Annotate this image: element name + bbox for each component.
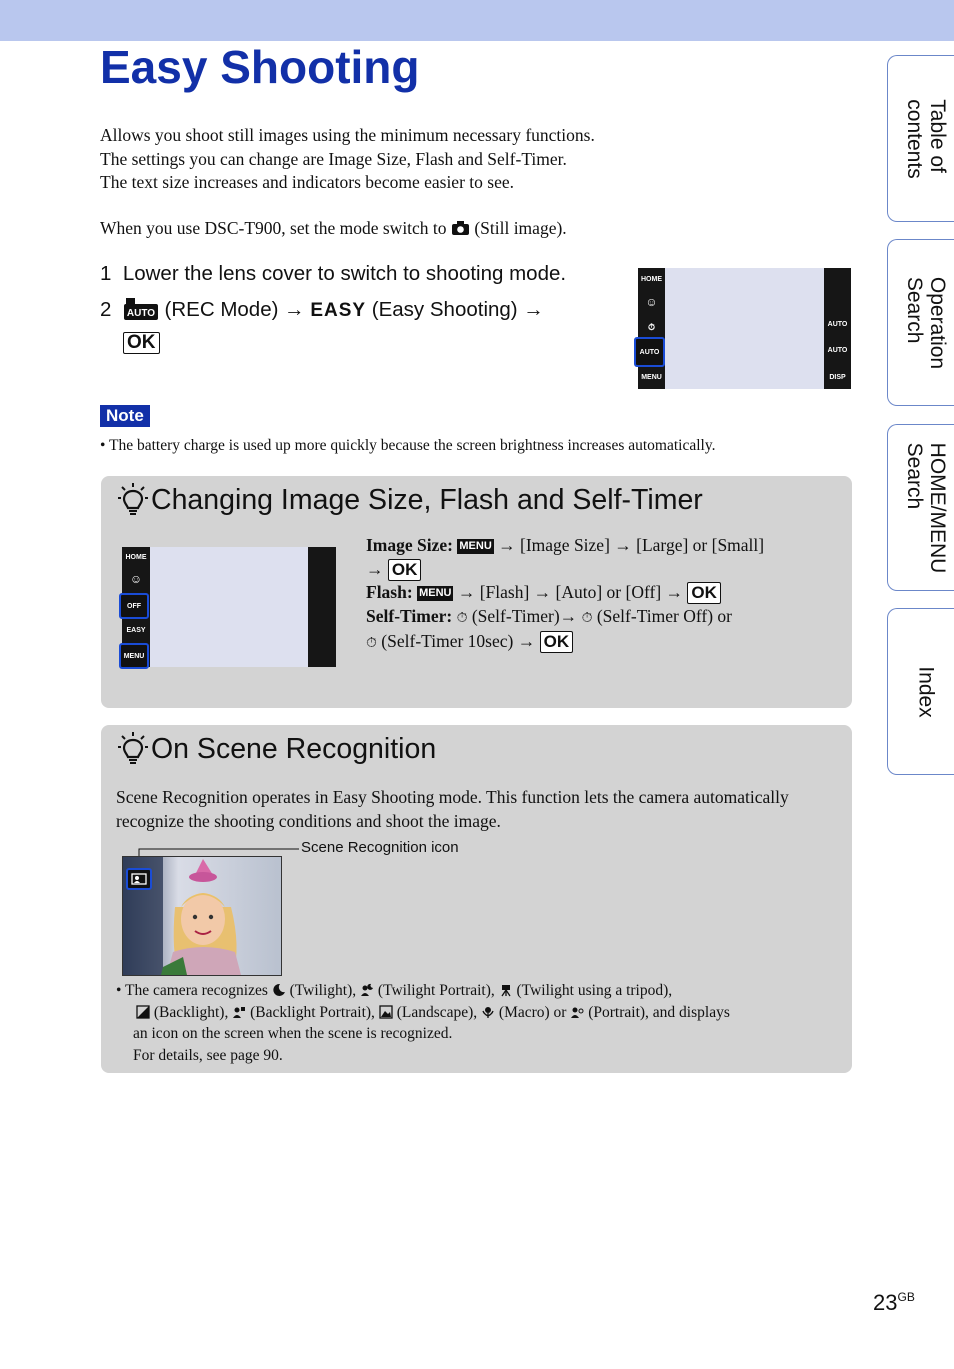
screen-easy-item: EASY [126,626,146,634]
bullet-2-text-e: (Portrait), and displays [588,1003,730,1021]
screen-auto-mode-item: AUTO [634,337,665,367]
bullet-1-text-a: • The camera recognizes [116,982,268,999]
scene-recognition-icon-label: Scene Recognition icon [301,839,459,856]
hint-bulb-icon [117,482,149,518]
screen-home-item: HOME [641,275,662,283]
step-2-number: 2 [100,298,112,321]
step-1 [100,262,566,286]
screen-viewfinder [150,547,308,667]
tab-table-of-contents[interactable] [887,55,954,222]
step-1-text: Lower the lens cover to switch to shooting mode. [122,262,567,285]
tab-home-menu-search[interactable] [887,424,954,591]
twilight-tripod-icon [499,983,513,997]
settings-instructions [366,534,836,656]
bullet-1-text-b: (Twilight), [289,982,357,999]
note-text: • The battery charge is used up more quickly because the screen brightness increases automatically. [100,437,716,454]
smile-icon: ☺ [645,295,658,309]
twilight-icon [272,983,286,997]
screen-disp-item: DISP [829,373,846,381]
intro-line-3: The text size increases and indicators become easier to see. [100,172,514,192]
tip-box-image-size-flash [101,476,852,708]
box2-header [117,731,436,767]
self-timer-text-3: (Self-Timer 10sec) → [381,631,536,651]
svg-text:AUTO: AUTO [126,308,155,319]
sample-photo-child [122,856,282,976]
camera-screen-rec-menu [638,268,851,389]
bullet-1-text-c: (Twilight Portrait), [377,982,495,999]
tab-index-label: Index [914,665,937,718]
landscape-icon [379,1005,393,1019]
macro-auto-icon: AUTO [827,346,848,354]
flash-label: Flash: [366,582,413,602]
rec-mode-icon [123,295,159,321]
step-2-rec-text: (REC Mode) → [164,298,305,321]
self-timer-off-icon: ⏱ [647,321,656,332]
screen-self-timer-item: OFF [119,593,149,619]
self-timer-off-icon: ⏱ [456,609,468,626]
intro-line-2: The settings you can change are Image Size, Flash and Self-Timer. [100,148,567,169]
ok-button-icon: OK [123,332,160,354]
ok-button-icon: OK [687,582,721,604]
bullet-line-3: an icon on the screen when the scene is recognized. [133,1025,453,1042]
menu-icon: MENU [459,540,492,552]
self-timer-line-2 [366,630,836,656]
bullet-line-2 [116,1002,836,1024]
screen-menu-item: MENU [119,643,149,669]
bullet-2-text-b: (Backlight Portrait), [250,1003,375,1021]
camera-screen-easy-menu [122,547,336,667]
dsc-text-before: When you use DSC-T900, set the mode switch to [100,218,447,238]
step-1-number: 1 [100,262,112,285]
backlight-icon [136,1005,150,1019]
image-size-line [366,534,836,558]
tab-operation-search[interactable] [887,239,954,406]
page-number-value: 23 [873,1290,898,1315]
note-badge: Note [100,405,150,427]
step-2-ok [123,330,160,354]
self-timer-text-2: (Self-Timer Off) or [596,605,732,626]
intro-line-1: Allows you shoot still images using the minimum necessary functions. [100,125,595,145]
bullet-1-text-d: (Twilight using a tripod), [516,982,673,999]
arrow-text: → [366,558,384,579]
tab-table-of-contents-label: Table of contents [902,98,949,179]
dsc-instruction [100,218,567,239]
tab-index[interactable] [887,608,954,775]
bullet-2-text-d: (Macro) or [498,1003,567,1021]
self-timer-label: Self-Timer: [366,605,453,626]
top-banner [0,0,954,41]
box2-title: On Scene Recognition [151,732,437,765]
menu-icon: MENU [419,587,452,599]
easy-icon: EASY [310,300,367,321]
self-timer-on-icon: ⏱ [366,635,377,651]
dsc-text-after: (Still image). [474,218,567,238]
bullet-line-4: For details, see page 90. [133,1046,283,1064]
page-number-suffix: GB [897,1290,915,1304]
screen-viewfinder [665,268,824,389]
page-title: Easy Shooting [100,41,420,93]
self-timer-off-icon-2: ⏱ [581,609,593,626]
image-size-line-2 [366,558,836,582]
ok-button-icon: OK [388,559,422,581]
step-2-easy-text: (Easy Shooting) → [371,298,544,321]
flash-text: → [Flash] → [Auto] or [Off] → [457,582,684,602]
tab-operation-search-label: Operation Search [902,276,949,369]
page-number [873,1290,915,1316]
bullet-2-text-c: (Landscape), [396,1003,478,1021]
self-timer-line [366,605,836,631]
image-size-text: → [Image Size] → [Large] or [Small] [498,535,765,555]
box1-header [117,482,703,518]
camera-icon [451,220,470,236]
flash-line [366,581,836,605]
portrait-icon [570,1005,584,1019]
smile-icon: ☺ [129,572,143,586]
bullet-2-text-a: (Backlight), [153,1003,229,1021]
box1-title: Changing Image Size, Flash and Self-Timer [151,483,703,516]
twilight-portrait-icon [360,983,374,997]
tab-home-menu-search-label: HOME/MENU Search [902,442,949,573]
backlight-portrait-icon [232,1005,246,1019]
macro-icon [481,1005,495,1019]
intro-paragraph [100,124,840,195]
bullet-line-1 [116,980,836,1002]
self-timer-text-1: (Self-Timer)→ [471,605,578,626]
flash-auto-icon: AUTO [827,320,848,328]
scene-description: Scene Recognition operates in Easy Shooting mode. This function lets the camera automatically recognize the shooting conditions and shoot the image. [116,787,789,831]
scene-recognition-icon [126,868,152,890]
ok-button-icon: OK [540,631,574,653]
screen-home-item: HOME [125,553,147,561]
tip-box-scene-recognition [101,725,852,1073]
scene-bullets [116,980,836,1066]
image-size-label: Image Size: [366,535,453,555]
hint-bulb-icon [117,731,149,767]
screen-menu-item: MENU [641,373,662,381]
step-2 [100,295,544,322]
